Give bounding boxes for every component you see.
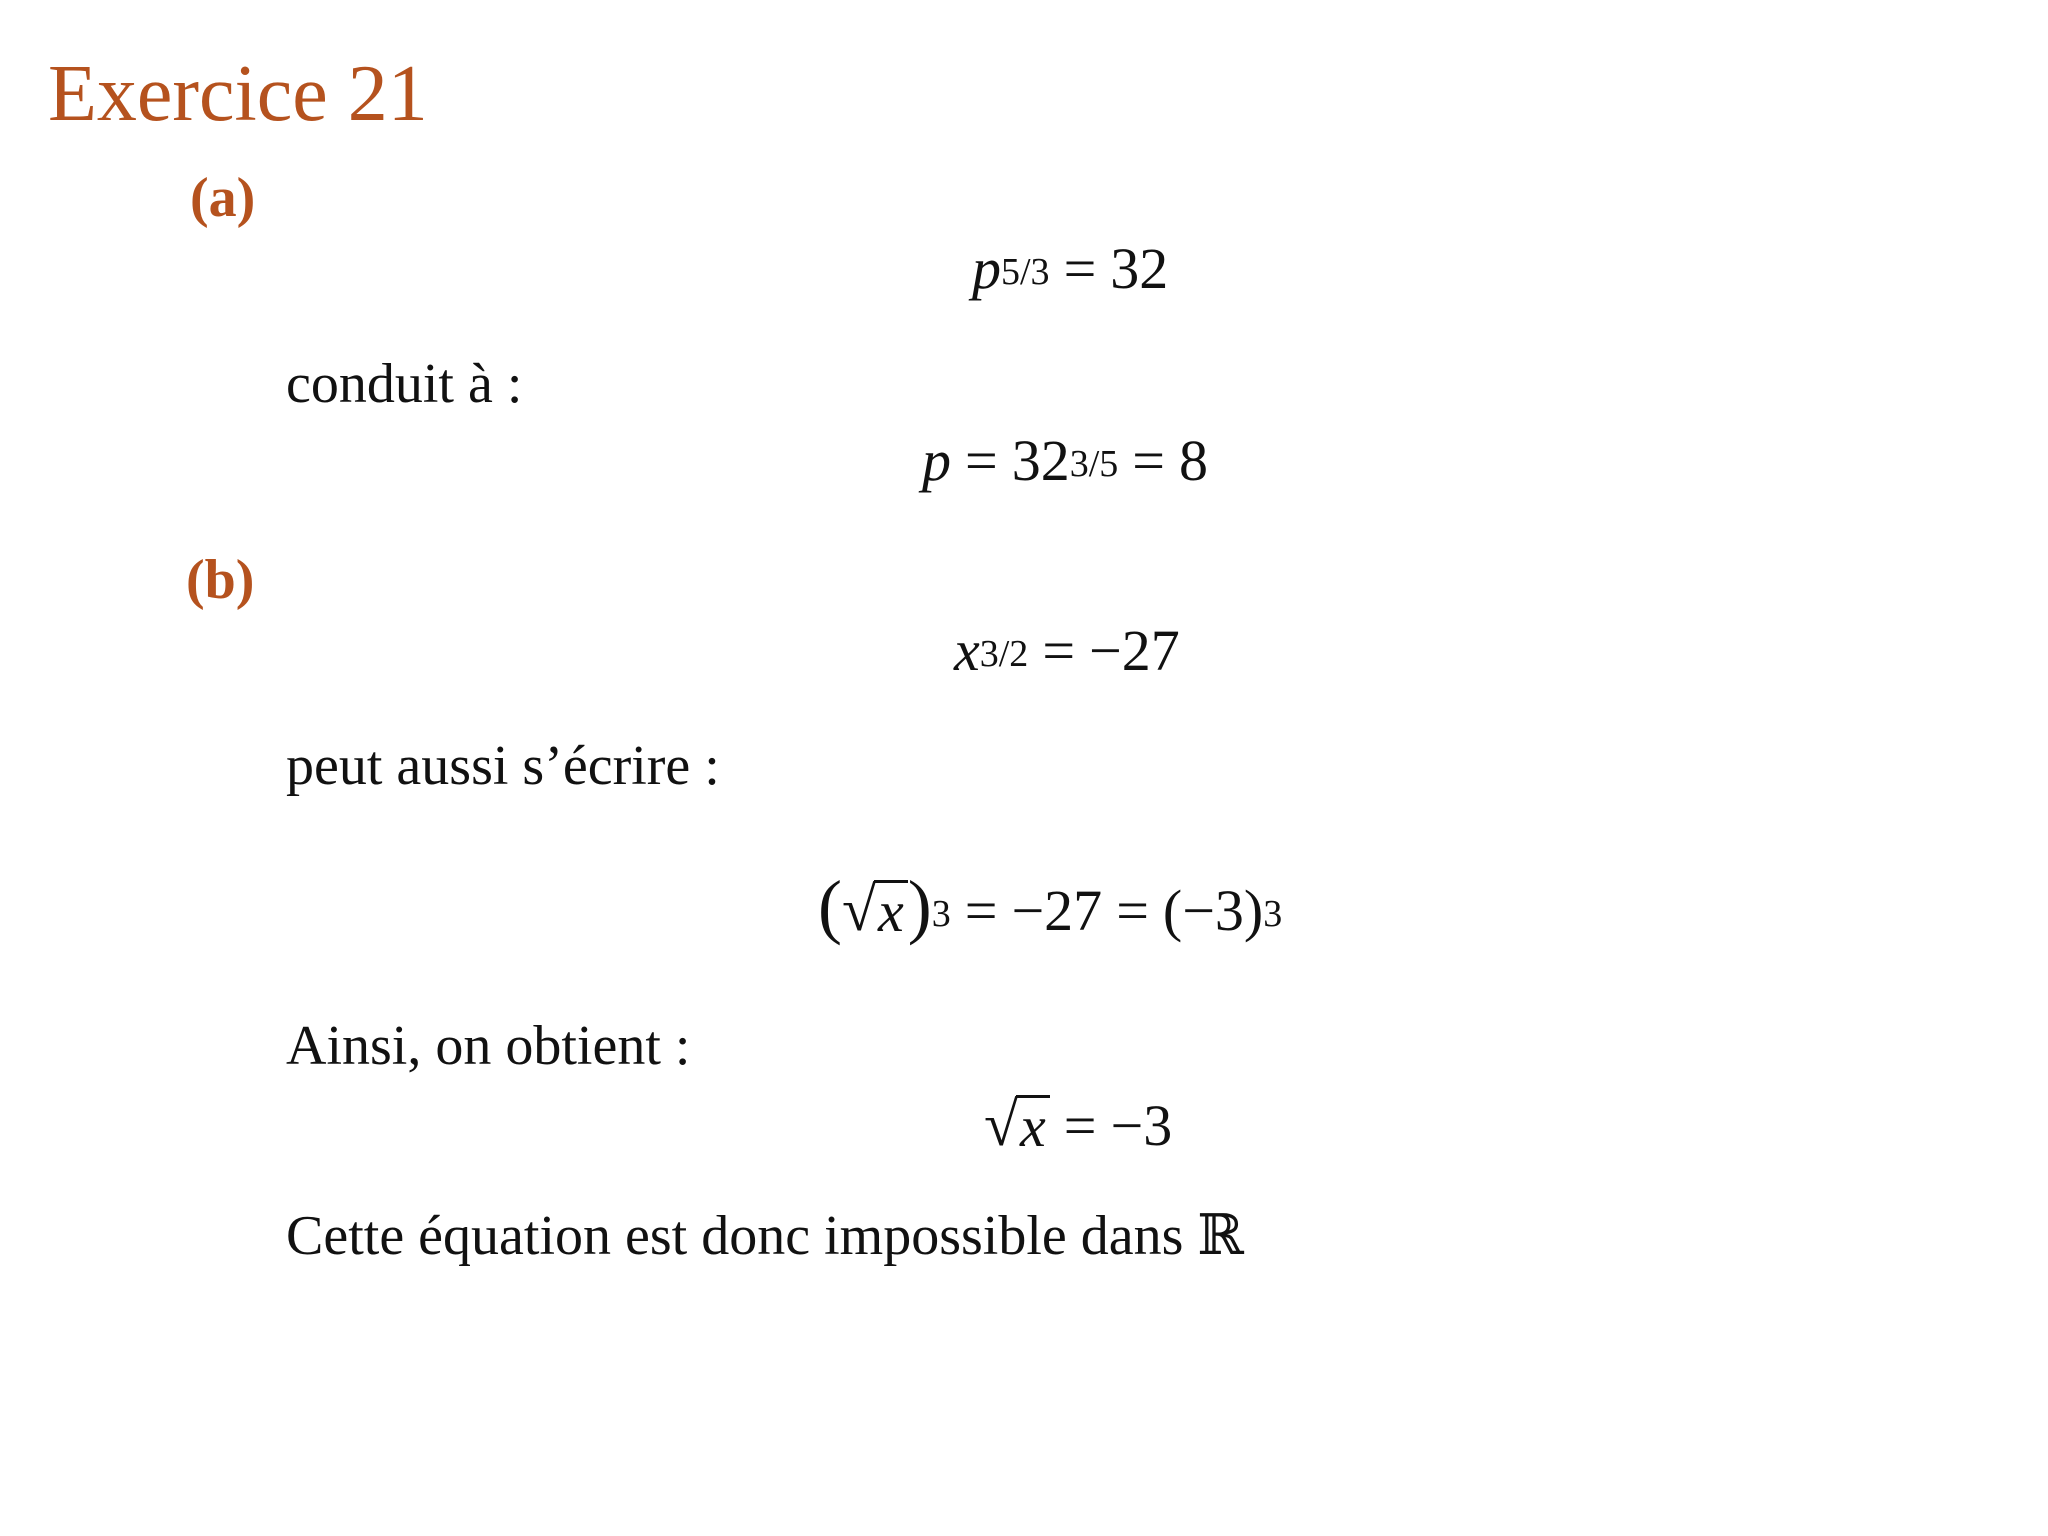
equation-a2-lhs: p (922, 428, 951, 493)
text-conduit: conduit à : (286, 353, 523, 415)
equation-b1-rhs: −27 (1089, 618, 1180, 683)
equation-a2: p = 32 $^{3/5}$ = 8 (922, 428, 1208, 493)
square-root-icon: √ (841, 876, 877, 944)
equation-b1: x $^{3/2}$ = −27 (954, 618, 1180, 683)
equation-b2-mid: −27 (1011, 878, 1103, 943)
equation-b2-sqrt (841, 876, 908, 944)
part-a-label: (a) (190, 167, 256, 229)
equation-a2-equals-2: = (1132, 428, 1165, 493)
text-ainsi: Ainsi, on obtient : (286, 1015, 691, 1077)
equation-a2-rhs: 8 (1179, 428, 1208, 493)
square-root-icon: √ (984, 1091, 1019, 1159)
equation-a1-equals: = (1063, 236, 1097, 301)
part-b-label: (b) (186, 549, 255, 611)
equation-b3-rhs: −3 (1110, 1093, 1173, 1158)
equation-b1-equals: = (1042, 618, 1076, 683)
equation-b2-radicand: x (874, 880, 908, 941)
conclusion-text: Cette équation est donc impossible dans ℝ (286, 1205, 1244, 1267)
equation-a1: p $^{5/3}$ = 32 (972, 236, 1169, 301)
equation-b3-radicand: x (1016, 1095, 1050, 1156)
equation-b3 (984, 1091, 1173, 1159)
text-peut-aussi: peut aussi s’écrire : (286, 735, 720, 797)
equation-b2-open-paren: ( (818, 866, 842, 946)
equation-b2-equals-1: = (964, 878, 998, 943)
exercise-title: Exercice 21 (48, 50, 428, 138)
equation-a2-base: 32 (1011, 428, 1070, 493)
equation-b2: ( √ x ) $^3$ = −27 = (−3) $^3$ (818, 866, 1283, 946)
equation-b2-equals-2: = (1116, 878, 1149, 943)
equation-a1-rhs: 32 (1110, 236, 1169, 301)
equation-a2-equals-1: = (965, 428, 998, 493)
equation-b3-sqrt (984, 1091, 1050, 1159)
equation-b2-rhs: (−3) (1162, 878, 1264, 943)
equation-b1-base: x (954, 618, 980, 683)
equation-b3-equals: = (1063, 1093, 1097, 1158)
equation-b2-close-paren: ) (907, 866, 932, 946)
equation-a1-base: p (972, 236, 1001, 301)
